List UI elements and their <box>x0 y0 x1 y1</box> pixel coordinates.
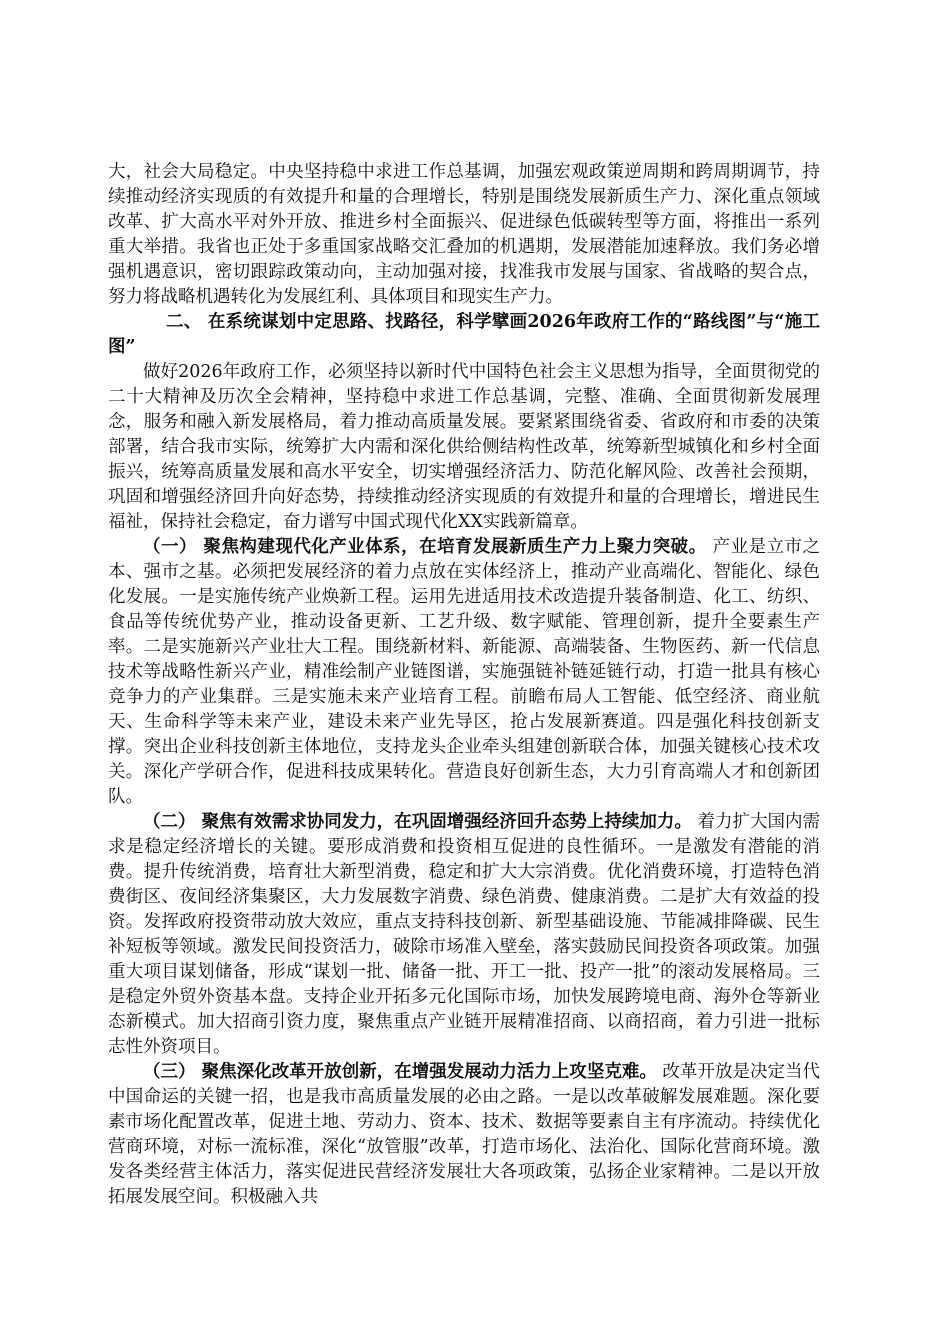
item-two-paragraph <box>108 810 820 1060</box>
item-two-body: 着力扩大国内需求是稳定经济增长的关键。要形成消费和投资相互促进的良性循环。一是激发有潜能的消费。提升传统消费，培育壮大新型消费，稳定和扩大大宗消费。优化消费环境，打造特色消费街区、夜间经济集聚区，大力发展数字消费、绿色消费、健康消费。二是扩大有效益的投资。发挥政府投资带动放大效应，重点支持科技创新、新型基础设施、节能减排降碳、民生补短板等领域。激发民间投资活力，破除市场准入壁垒，落实鼓励民间投资各项政策。加强重大项目谋划储备，形成“谋划一批、储备一批、开工一批、投产一批”的滚动发展格局。三是稳定外贸外资基本盘。支持企业开拓多元化国际市场，加快发展跨境电商、海外仓等新业态新模式。加大招商引资力度，聚焦重点产业链开展精准招商、以商招商，着力引进一批标志性外资项目。 <box>108 812 820 1057</box>
item-three-body: 改革开放是决定当代中国命运的关键一招，也是我市高质量发展的必由之路。一是以改革破解发展难题。深化要素市场化配置改革，促进土地、劳动力、资本、技术、数据等要素自主有序流动。持续优化营商环境，对标一流标准，深化“放管服”改革，打造市场化、法治化、国际化营商环境。激发各类经营主体活力，落实促进民营经济发展壮大各项政策，弘扬企业家精神。二是以开放拓展发展空间。积极融入共 <box>108 1062 821 1207</box>
section-two-heading: 二、 在系统谋划中定思路、找路径，科学擘画2026年政府工作的“路线图”与“施工图” <box>108 312 820 357</box>
document-page <box>108 160 820 1210</box>
item-one-paragraph <box>108 535 820 810</box>
item-three-heading: （三） 聚焦深化改革开放创新，在增强发展动力活力上攻坚克难。 <box>143 1062 657 1082</box>
section-two-body: 做好2026年政府工作，必须坚持以新时代中国特色社会主义思想为指导，全面贯彻党的二十大精神及历次全会精神，坚持稳中求进工作总基调，完整、准确、全面贯彻新发展理念，服务和融入新发展格局，着力推动高质量发展。要紧紧围绕省委、省政府和市委的决策部署，结合我市实际，统筹扩大内需和深化供给侧结构性改革，统筹新型城镇化和乡村全面振兴，统筹高质量发展和高水平安全，切实增强经济活力、防范化解风险、改善社会预期，巩固和增强经济回升向好态势，持续推动经济实现质的有效提升和量的合理增长，增进民生福祉，保持社会稳定，奋力谱写中国式现代化XX实践新篇章。 <box>108 362 820 532</box>
item-one-body: 产业是立市之本、强市之基。必须把发展经济的着力点放在实体经济上，推动产业高端化、智能化、绿色化发展。一是实施传统产业焕新工程。运用先进适用技术改造提升装备制造、化工、纺织、食品等传统优势产业，推动设备更新、工艺升级、数字赋能、管理创新，提升全要素生产率。二是实施新兴产业壮大工程。围绕新材料、新能源、高端装备、生物医药、新一代信息技术等战略性新兴产业，精准绘制产业链图谱，实施强链补链延链行动，打造一批具有核心竞争力的产业集群。三是实施未来产业培育工程。前瞻布局人工智能、低空经济、商业航天、生命科学等未来产业，建设未来产业先导区，抢占发展新赛道。四是强化科技创新支撑。突出企业科技创新主体地位，支持龙头企业牵头组建创新联合体，加强关键核心技术攻关。深化产学研合作，促进科技成果转化。营造良好创新生态，大力引育高端人才和创新团队。 <box>108 537 821 807</box>
item-one-heading: （一） 聚焦构建现代化产业体系，在培育发展新质生产力上聚力突破。 <box>143 537 707 557</box>
intro-paragraph: 大，社会大局稳定。中央坚持稳中求进工作总基调，加强宏观政策逆周期和跨周期调节，持续推动经济实现质的有效提升和量的合理增长，特别是围绕发展新质生产力、深化重点领域改革、扩大高水平对外开放、推进乡村全面振兴、促进绿色低碳转型等方面，将推出一系列重大举措。我省也正处于多重国家战略交汇叠加的机遇期，发展潜能加速释放。我们务必增强机遇意识，密切跟踪政策动向，主动加强对接，找准我市发展与国家、省战略的契合点，努力将战略机遇转化为发展红利、具体项目和现实生产力。 <box>108 162 820 307</box>
item-three-paragraph <box>108 1060 820 1210</box>
item-two-heading: （二） 聚焦有效需求协同发力，在巩固增强经济回升态势上持续加力。 <box>143 812 692 832</box>
